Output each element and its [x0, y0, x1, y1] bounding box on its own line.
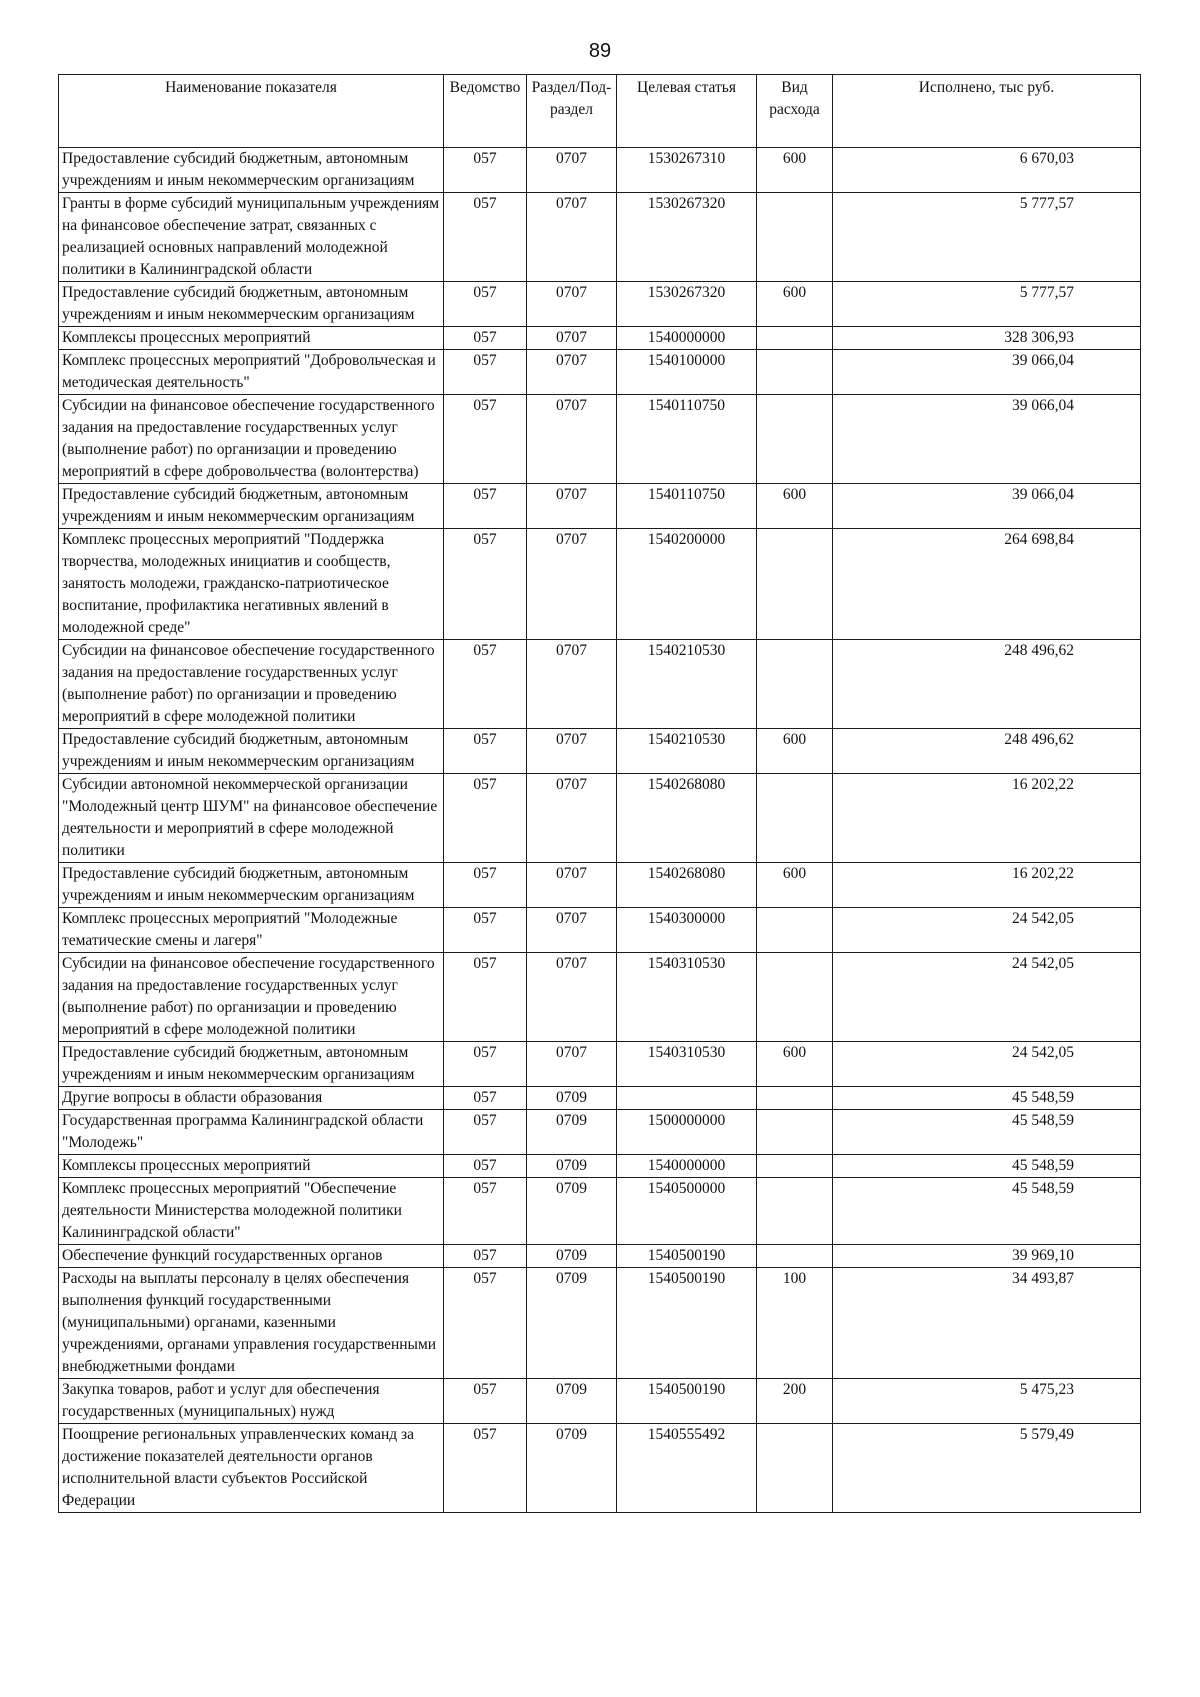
row-target-article-cell: 1540500000 — [617, 1178, 757, 1245]
row-executed-cell: 264 698,84 — [833, 529, 1141, 640]
row-name-cell: Субсидии на финансовое обеспечение государственного задания на предоставление государственных услуг (выполнение работ) по организации и проведению мероприятий в сфере молодежной политики — [59, 640, 444, 729]
row-name-cell: Субсидии на финансовое обеспечение государственного задания на предоставление государственных услуг (выполнение работ) по организации и проведению мероприятий в сфере молодежной политики — [59, 953, 444, 1042]
row-executed-cell: 34 493,87 — [833, 1268, 1141, 1379]
row-target-article-cell: 1500000000 — [617, 1110, 757, 1155]
row-executed-cell: 24 542,05 — [833, 953, 1141, 1042]
row-section-cell: 0709 — [527, 1379, 617, 1424]
header-name: Наименование показателя — [59, 75, 444, 148]
row-name-cell: Предоставление субсидий бюджетным, автономным учреждениям и иным некоммерческим организациям — [59, 729, 444, 774]
row-executed-cell: 45 548,59 — [833, 1155, 1141, 1178]
row-department-cell: 057 — [444, 1245, 527, 1268]
row-expense-type-cell — [757, 640, 833, 729]
row-name-cell: Комплекс процессных мероприятий "Поддержка творчества, молодежных инициатив и сообществ, занятость молодежи, гражданско-патриотическое воспитание, профилактика негативных явлений в молодежной среде" — [59, 529, 444, 640]
row-executed-cell: 6 670,03 — [833, 148, 1141, 193]
row-section-cell: 0709 — [527, 1155, 617, 1178]
table-row — [59, 1245, 1141, 1268]
row-department-cell: 057 — [444, 729, 527, 774]
row-expense-type-cell: 600 — [757, 282, 833, 327]
row-expense-type-cell — [757, 774, 833, 863]
row-name-cell: Предоставление субсидий бюджетным, автономным учреждениям и иным некоммерческим организациям — [59, 1042, 444, 1087]
table-row — [59, 350, 1141, 395]
row-name-cell: Субсидии автономной некоммерческой организации "Молодежный центр ШУМ" на финансовое обеспечение деятельности и мероприятий в сфере молодежной политики — [59, 774, 444, 863]
row-expense-type-cell: 600 — [757, 729, 833, 774]
row-expense-type-cell — [757, 908, 833, 953]
row-executed-cell: 5 475,23 — [833, 1379, 1141, 1424]
row-expense-type-cell: 600 — [757, 148, 833, 193]
row-executed-cell: 39 066,04 — [833, 350, 1141, 395]
row-name-cell: Предоставление субсидий бюджетным, автономным учреждениям и иным некоммерческим организациям — [59, 282, 444, 327]
row-expense-type-cell: 600 — [757, 1042, 833, 1087]
table-row — [59, 484, 1141, 529]
row-target-article-cell: 1540210530 — [617, 640, 757, 729]
row-target-article-cell: 1540268080 — [617, 863, 757, 908]
row-department-cell: 057 — [444, 953, 527, 1042]
row-name-cell: Другие вопросы в области образования — [59, 1087, 444, 1110]
row-executed-cell: 5 777,57 — [833, 282, 1141, 327]
row-department-cell: 057 — [444, 148, 527, 193]
row-name-cell: Комплекс процессных мероприятий "Добровольческая и методическая деятельность" — [59, 350, 444, 395]
row-department-cell: 057 — [444, 1155, 527, 1178]
row-section-cell: 0707 — [527, 640, 617, 729]
row-target-article-cell: 1540000000 — [617, 1155, 757, 1178]
row-section-cell: 0707 — [527, 282, 617, 327]
row-name-cell: Закупка товаров, работ и услуг для обеспечения государственных (муниципальных) нужд — [59, 1379, 444, 1424]
row-expense-type-cell: 600 — [757, 863, 833, 908]
table-row — [59, 395, 1141, 484]
row-section-cell: 0707 — [527, 327, 617, 350]
row-department-cell: 057 — [444, 350, 527, 395]
row-department-cell: 057 — [444, 1424, 527, 1513]
header-expense-type: Вид расхода — [757, 75, 833, 148]
row-section-cell: 0709 — [527, 1268, 617, 1379]
table-row — [59, 640, 1141, 729]
row-executed-cell: 5 777,57 — [833, 193, 1141, 282]
table-header-row — [59, 75, 1141, 148]
row-section-cell: 0707 — [527, 350, 617, 395]
header-department: Ведомство — [444, 75, 527, 148]
table-row — [59, 1110, 1141, 1155]
row-section-cell: 0707 — [527, 395, 617, 484]
row-expense-type-cell: 200 — [757, 1379, 833, 1424]
row-expense-type-cell: 100 — [757, 1268, 833, 1379]
row-expense-type-cell — [757, 395, 833, 484]
header-executed: Исполнено, тыс руб. — [833, 75, 1141, 148]
table-row — [59, 148, 1141, 193]
row-name-cell: Комплекс процессных мероприятий "Обеспечение деятельности Министерства молодежной политики Калининградской области" — [59, 1178, 444, 1245]
row-name-cell: Предоставление субсидий бюджетным, автономным учреждениям и иным некоммерческим организациям — [59, 148, 444, 193]
row-target-article-cell: 1540555492 — [617, 1424, 757, 1513]
row-target-article-cell — [617, 1087, 757, 1110]
header-target-article: Целевая статья — [617, 75, 757, 148]
row-department-cell: 057 — [444, 1379, 527, 1424]
row-department-cell: 057 — [444, 1087, 527, 1110]
row-expense-type-cell — [757, 327, 833, 350]
row-section-cell: 0709 — [527, 1245, 617, 1268]
row-target-article-cell: 1540310530 — [617, 953, 757, 1042]
row-name-cell: Предоставление субсидий бюджетным, автономным учреждениям и иным некоммерческим организациям — [59, 484, 444, 529]
row-executed-cell: 45 548,59 — [833, 1087, 1141, 1110]
row-section-cell: 0707 — [527, 148, 617, 193]
row-expense-type-cell: 600 — [757, 484, 833, 529]
row-department-cell: 057 — [444, 1110, 527, 1155]
row-expense-type-cell — [757, 350, 833, 395]
row-section-cell: 0707 — [527, 908, 617, 953]
table-row — [59, 1042, 1141, 1087]
table-row — [59, 729, 1141, 774]
row-target-article-cell: 1540500190 — [617, 1245, 757, 1268]
header-section: Раздел/Под-раздел — [527, 75, 617, 148]
row-target-article-cell: 1540000000 — [617, 327, 757, 350]
row-name-cell: Комплекс процессных мероприятий "Молодежные тематические смены и лагеря" — [59, 908, 444, 953]
row-name-cell: Государственная программа Калининградской области "Молодежь" — [59, 1110, 444, 1155]
row-target-article-cell: 1540300000 — [617, 908, 757, 953]
row-department-cell: 057 — [444, 774, 527, 863]
row-expense-type-cell — [757, 1178, 833, 1245]
row-executed-cell: 45 548,59 — [833, 1178, 1141, 1245]
row-executed-cell: 39 066,04 — [833, 484, 1141, 529]
row-name-cell: Предоставление субсидий бюджетным, автономным учреждениям и иным некоммерческим организациям — [59, 863, 444, 908]
row-name-cell: Субсидии на финансовое обеспечение государственного задания на предоставление государственных услуг (выполнение работ) по организации и проведению мероприятий в сфере добровольчества (волонтерства) — [59, 395, 444, 484]
row-section-cell: 0707 — [527, 863, 617, 908]
table-body — [59, 148, 1141, 1513]
row-section-cell: 0709 — [527, 1087, 617, 1110]
row-executed-cell: 16 202,22 — [833, 863, 1141, 908]
row-target-article-cell: 1540500190 — [617, 1379, 757, 1424]
row-executed-cell: 24 542,05 — [833, 1042, 1141, 1087]
row-section-cell: 0709 — [527, 1178, 617, 1245]
table-row — [59, 282, 1141, 327]
row-department-cell: 057 — [444, 282, 527, 327]
row-department-cell: 057 — [444, 908, 527, 953]
row-department-cell: 057 — [444, 1178, 527, 1245]
row-executed-cell: 45 548,59 — [833, 1110, 1141, 1155]
table-row — [59, 1155, 1141, 1178]
row-section-cell: 0707 — [527, 953, 617, 1042]
row-department-cell: 057 — [444, 529, 527, 640]
row-name-cell: Гранты в форме субсидий муниципальным учреждениям на финансовое обеспечение затрат, связанных с реализацией основных направлений молодежной политики в Калининградской области — [59, 193, 444, 282]
row-department-cell: 057 — [444, 1042, 527, 1087]
table-row — [59, 1379, 1141, 1424]
row-name-cell: Комплексы процессных мероприятий — [59, 327, 444, 350]
page-number: 89 — [588, 40, 612, 62]
row-section-cell: 0707 — [527, 484, 617, 529]
row-target-article-cell: 1540100000 — [617, 350, 757, 395]
row-target-article-cell: 1540500190 — [617, 1268, 757, 1379]
budget-execution-table — [58, 74, 1141, 1513]
row-target-article-cell: 1540110750 — [617, 484, 757, 529]
row-executed-cell: 39 066,04 — [833, 395, 1141, 484]
row-target-article-cell: 1540200000 — [617, 529, 757, 640]
row-target-article-cell: 1540268080 — [617, 774, 757, 863]
row-expense-type-cell — [757, 1087, 833, 1110]
row-section-cell: 0707 — [527, 729, 617, 774]
row-section-cell: 0709 — [527, 1424, 617, 1513]
row-executed-cell: 39 969,10 — [833, 1245, 1141, 1268]
row-department-cell: 057 — [444, 640, 527, 729]
row-expense-type-cell — [757, 529, 833, 640]
row-expense-type-cell — [757, 193, 833, 282]
row-executed-cell: 5 579,49 — [833, 1424, 1141, 1513]
table-row — [59, 1424, 1141, 1513]
row-section-cell: 0707 — [527, 193, 617, 282]
row-department-cell: 057 — [444, 193, 527, 282]
table-row — [59, 1268, 1141, 1379]
table-row — [59, 774, 1141, 863]
table-row — [59, 908, 1141, 953]
row-expense-type-cell — [757, 1155, 833, 1178]
table-row — [59, 193, 1141, 282]
row-target-article-cell: 1530267320 — [617, 282, 757, 327]
row-target-article-cell: 1530267320 — [617, 193, 757, 282]
row-section-cell: 0709 — [527, 1110, 617, 1155]
row-expense-type-cell — [757, 953, 833, 1042]
row-expense-type-cell — [757, 1245, 833, 1268]
row-department-cell: 057 — [444, 327, 527, 350]
row-department-cell: 057 — [444, 484, 527, 529]
row-name-cell: Расходы на выплаты персоналу в целях обеспечения выполнения функций государственными (муниципальными) органами, казенными учреждениями, органами управления государственными внебюджетными фондами — [59, 1268, 444, 1379]
row-executed-cell: 248 496,62 — [833, 640, 1141, 729]
row-executed-cell: 16 202,22 — [833, 774, 1141, 863]
row-target-article-cell: 1540310530 — [617, 1042, 757, 1087]
row-section-cell: 0707 — [527, 1042, 617, 1087]
row-name-cell: Обеспечение функций государственных органов — [59, 1245, 444, 1268]
table-row — [59, 327, 1141, 350]
table-row — [59, 953, 1141, 1042]
row-department-cell: 057 — [444, 395, 527, 484]
row-executed-cell: 248 496,62 — [833, 729, 1141, 774]
row-section-cell: 0707 — [527, 774, 617, 863]
row-section-cell: 0707 — [527, 529, 617, 640]
row-executed-cell: 328 306,93 — [833, 327, 1141, 350]
row-department-cell: 057 — [444, 863, 527, 908]
row-department-cell: 057 — [444, 1268, 527, 1379]
row-expense-type-cell — [757, 1424, 833, 1513]
row-name-cell: Комплексы процессных мероприятий — [59, 1155, 444, 1178]
row-target-article-cell: 1540110750 — [617, 395, 757, 484]
table-row — [59, 1178, 1141, 1245]
row-expense-type-cell — [757, 1110, 833, 1155]
table-row — [59, 529, 1141, 640]
row-target-article-cell: 1540210530 — [617, 729, 757, 774]
row-executed-cell: 24 542,05 — [833, 908, 1141, 953]
table-row — [59, 1087, 1141, 1110]
table-row — [59, 863, 1141, 908]
row-target-article-cell: 1530267310 — [617, 148, 757, 193]
row-name-cell: Поощрение региональных управленческих команд за достижение показателей деятельности органов исполнительной власти субъектов Российской Федерации — [59, 1424, 444, 1513]
